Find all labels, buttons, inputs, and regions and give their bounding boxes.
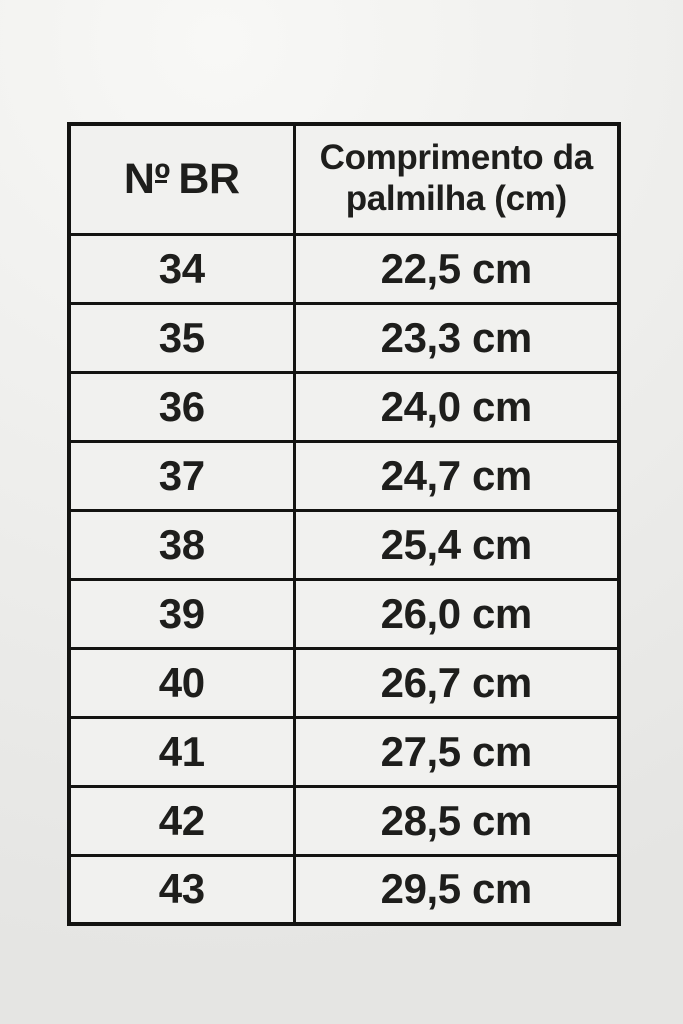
size-row — [69, 372, 619, 441]
header-length-label: Comprimento da palmilha (cm) — [319, 138, 593, 219]
insole-length-cell: 25,4 cm — [294, 510, 619, 579]
insole-length-cell: 29,5 cm — [294, 855, 619, 924]
header-size-prefix: N — [123, 154, 155, 203]
br-size-cell: 36 — [69, 372, 294, 441]
size-row — [69, 234, 619, 303]
size-row — [69, 579, 619, 648]
insole-length-cell: 28,5 cm — [294, 786, 619, 855]
br-size-cell: 40 — [69, 648, 294, 717]
br-size-cell: 38 — [69, 510, 294, 579]
insole-length-cell: 26,7 cm — [294, 648, 619, 717]
br-size-cell: 34 — [69, 234, 294, 303]
size-row — [69, 441, 619, 510]
size-row — [69, 648, 619, 717]
br-size-cell: 39 — [69, 579, 294, 648]
br-size-cell: 42 — [69, 786, 294, 855]
insole-length-cell: 22,5 cm — [294, 234, 619, 303]
size-row — [69, 510, 619, 579]
br-size-cell: 37 — [69, 441, 294, 510]
header-row — [69, 124, 619, 234]
ordinal-indicator: º — [154, 154, 170, 203]
header-length-col — [294, 124, 619, 234]
insole-length-cell: 24,7 cm — [294, 441, 619, 510]
insole-length-cell: 26,0 cm — [294, 579, 619, 648]
size-row — [69, 717, 619, 786]
br-size-cell: 41 — [69, 717, 294, 786]
size-row — [69, 855, 619, 924]
br-size-cell: 35 — [69, 303, 294, 372]
insole-length-cell: 23,3 cm — [294, 303, 619, 372]
header-size-suffix: BR — [178, 154, 240, 203]
size-row — [69, 303, 619, 372]
header-size-col — [69, 124, 294, 234]
size-chart-table — [67, 122, 621, 926]
insole-length-cell: 24,0 cm — [294, 372, 619, 441]
br-size-cell: 43 — [69, 855, 294, 924]
insole-length-cell: 27,5 cm — [294, 717, 619, 786]
size-row — [69, 786, 619, 855]
